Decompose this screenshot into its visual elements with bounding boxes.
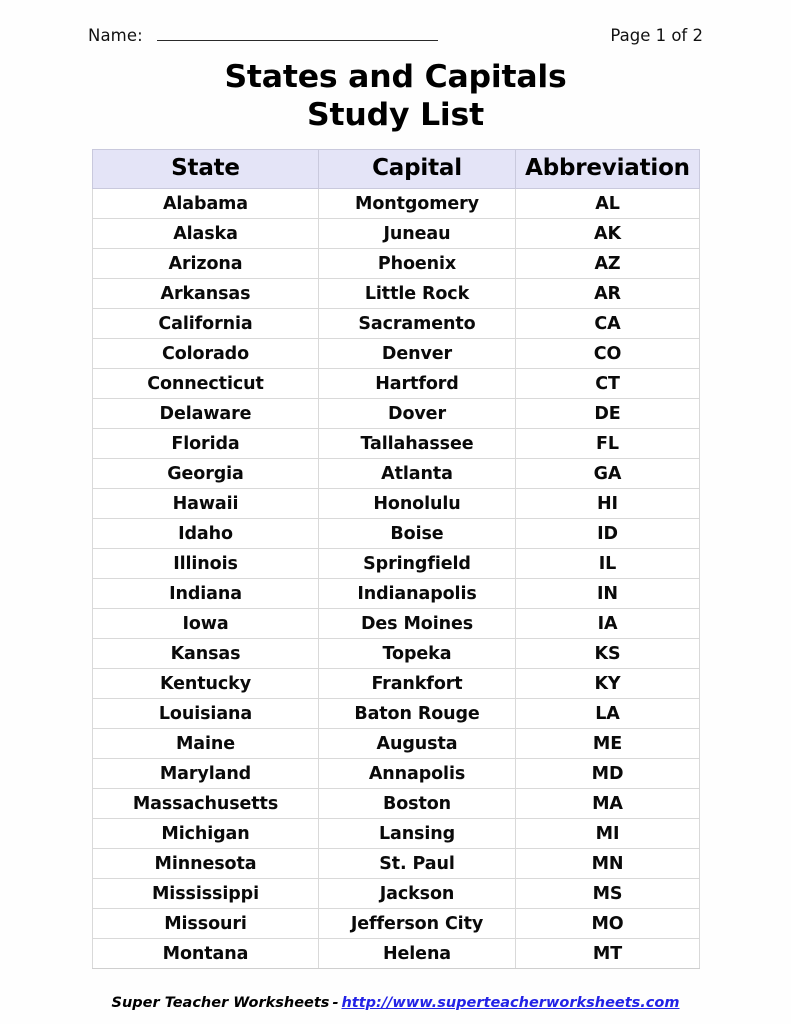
cell-abbreviation: AZ — [516, 249, 700, 279]
cell-abbreviation: MD — [516, 759, 700, 789]
cell-abbreviation: CA — [516, 309, 700, 339]
cell-capital: Juneau — [319, 219, 516, 249]
table-row — [93, 339, 700, 369]
cell-capital: Jackson — [319, 879, 516, 909]
table-row — [93, 249, 700, 279]
cell-state: Maryland — [93, 759, 319, 789]
cell-abbreviation: LA — [516, 699, 700, 729]
cell-state: Hawaii — [93, 489, 319, 519]
cell-abbreviation: GA — [516, 459, 700, 489]
cell-abbreviation: ME — [516, 729, 700, 759]
table-row — [93, 669, 700, 699]
cell-abbreviation: MO — [516, 909, 700, 939]
cell-capital: Lansing — [319, 819, 516, 849]
cell-state: Alabama — [93, 189, 319, 219]
page-title-line-1: States and Capitals — [224, 59, 567, 95]
table-row — [93, 189, 700, 219]
column-header-abbreviation: Abbreviation — [516, 150, 700, 189]
page-title — [0, 58, 791, 134]
cell-capital: Hartford — [319, 369, 516, 399]
cell-capital: Honolulu — [319, 489, 516, 519]
table-body — [93, 189, 700, 969]
footer-brand: Super Teacher Worksheets — [111, 995, 330, 1011]
cell-capital: Topeka — [319, 639, 516, 669]
states-capitals-table — [92, 149, 700, 969]
table-row — [93, 309, 700, 339]
table-row — [93, 549, 700, 579]
cell-capital: Boise — [319, 519, 516, 549]
table-row — [93, 789, 700, 819]
cell-abbreviation: MT — [516, 939, 700, 969]
cell-capital: Boston — [319, 789, 516, 819]
cell-capital: Sacramento — [319, 309, 516, 339]
table-row — [93, 369, 700, 399]
cell-state: Indiana — [93, 579, 319, 609]
table-row — [93, 579, 700, 609]
cell-abbreviation: FL — [516, 429, 700, 459]
cell-state: Massachusetts — [93, 789, 319, 819]
table-row — [93, 639, 700, 669]
page-number: Page 1 of 2 — [610, 26, 703, 45]
cell-state: Michigan — [93, 819, 319, 849]
footer-separator: - — [332, 995, 339, 1011]
cell-abbreviation: MA — [516, 789, 700, 819]
cell-state: Kansas — [93, 639, 319, 669]
cell-capital: Dover — [319, 399, 516, 429]
cell-state: Arkansas — [93, 279, 319, 309]
table-row — [93, 489, 700, 519]
table-row — [93, 279, 700, 309]
cell-abbreviation: CO — [516, 339, 700, 369]
cell-state: Louisiana — [93, 699, 319, 729]
table-row — [93, 909, 700, 939]
cell-state: Alaska — [93, 219, 319, 249]
table-head — [93, 150, 700, 189]
table-row — [93, 399, 700, 429]
table-row — [93, 609, 700, 639]
cell-capital: Denver — [319, 339, 516, 369]
table-row — [93, 879, 700, 909]
cell-capital: Helena — [319, 939, 516, 969]
table-row — [93, 849, 700, 879]
cell-abbreviation: KS — [516, 639, 700, 669]
table-header-row — [93, 150, 700, 189]
cell-abbreviation: MI — [516, 819, 700, 849]
cell-capital: Tallahassee — [319, 429, 516, 459]
cell-state: Georgia — [93, 459, 319, 489]
cell-state: Maine — [93, 729, 319, 759]
cell-state: Iowa — [93, 609, 319, 639]
cell-abbreviation: DE — [516, 399, 700, 429]
footer-inner — [112, 992, 680, 1011]
table-row — [93, 819, 700, 849]
cell-capital: Phoenix — [319, 249, 516, 279]
table-row — [93, 729, 700, 759]
cell-capital: Little Rock — [319, 279, 516, 309]
table-row — [93, 219, 700, 249]
cell-abbreviation: AR — [516, 279, 700, 309]
cell-state: Colorado — [93, 339, 319, 369]
cell-capital: St. Paul — [319, 849, 516, 879]
cell-capital: Montgomery — [319, 189, 516, 219]
cell-abbreviation: MN — [516, 849, 700, 879]
table-row — [93, 519, 700, 549]
cell-state: Mississippi — [93, 879, 319, 909]
cell-state: Connecticut — [93, 369, 319, 399]
cell-abbreviation: MS — [516, 879, 700, 909]
cell-capital: Indianapolis — [319, 579, 516, 609]
cell-state: Kentucky — [93, 669, 319, 699]
page-footer — [0, 992, 791, 1011]
table-row — [93, 699, 700, 729]
cell-abbreviation: KY — [516, 669, 700, 699]
page-title-line-2: Study List — [307, 97, 484, 133]
cell-capital: Baton Rouge — [319, 699, 516, 729]
cell-abbreviation: HI — [516, 489, 700, 519]
cell-state: Illinois — [93, 549, 319, 579]
cell-capital: Springfield — [319, 549, 516, 579]
name-write-in-line[interactable] — [157, 27, 438, 41]
cell-capital: Atlanta — [319, 459, 516, 489]
cell-abbreviation: ID — [516, 519, 700, 549]
cell-capital: Annapolis — [319, 759, 516, 789]
column-header-capital: Capital — [319, 150, 516, 189]
table-row — [93, 429, 700, 459]
cell-abbreviation: CT — [516, 369, 700, 399]
worksheet-header — [88, 26, 703, 52]
table-row — [93, 759, 700, 789]
cell-state: Arizona — [93, 249, 319, 279]
table-row — [93, 459, 700, 489]
cell-abbreviation: AL — [516, 189, 700, 219]
cell-abbreviation: IA — [516, 609, 700, 639]
cell-capital: Jefferson City — [319, 909, 516, 939]
column-header-state: State — [93, 150, 319, 189]
cell-state: California — [93, 309, 319, 339]
cell-capital: Frankfort — [319, 669, 516, 699]
cell-state: Montana — [93, 939, 319, 969]
footer-website-link[interactable]: http://www.superteacherworksheets.com — [341, 995, 680, 1011]
cell-state: Idaho — [93, 519, 319, 549]
cell-capital: Des Moines — [319, 609, 516, 639]
cell-abbreviation: AK — [516, 219, 700, 249]
cell-state: Florida — [93, 429, 319, 459]
states-capitals-table-wrapper — [92, 149, 699, 969]
cell-state: Missouri — [93, 909, 319, 939]
name-field-group — [88, 26, 438, 45]
cell-abbreviation: IL — [516, 549, 700, 579]
cell-capital: Augusta — [319, 729, 516, 759]
cell-state: Minnesota — [93, 849, 319, 879]
cell-state: Delaware — [93, 399, 319, 429]
cell-abbreviation: IN — [516, 579, 700, 609]
table-row — [93, 939, 700, 969]
name-label: Name: — [88, 26, 143, 45]
